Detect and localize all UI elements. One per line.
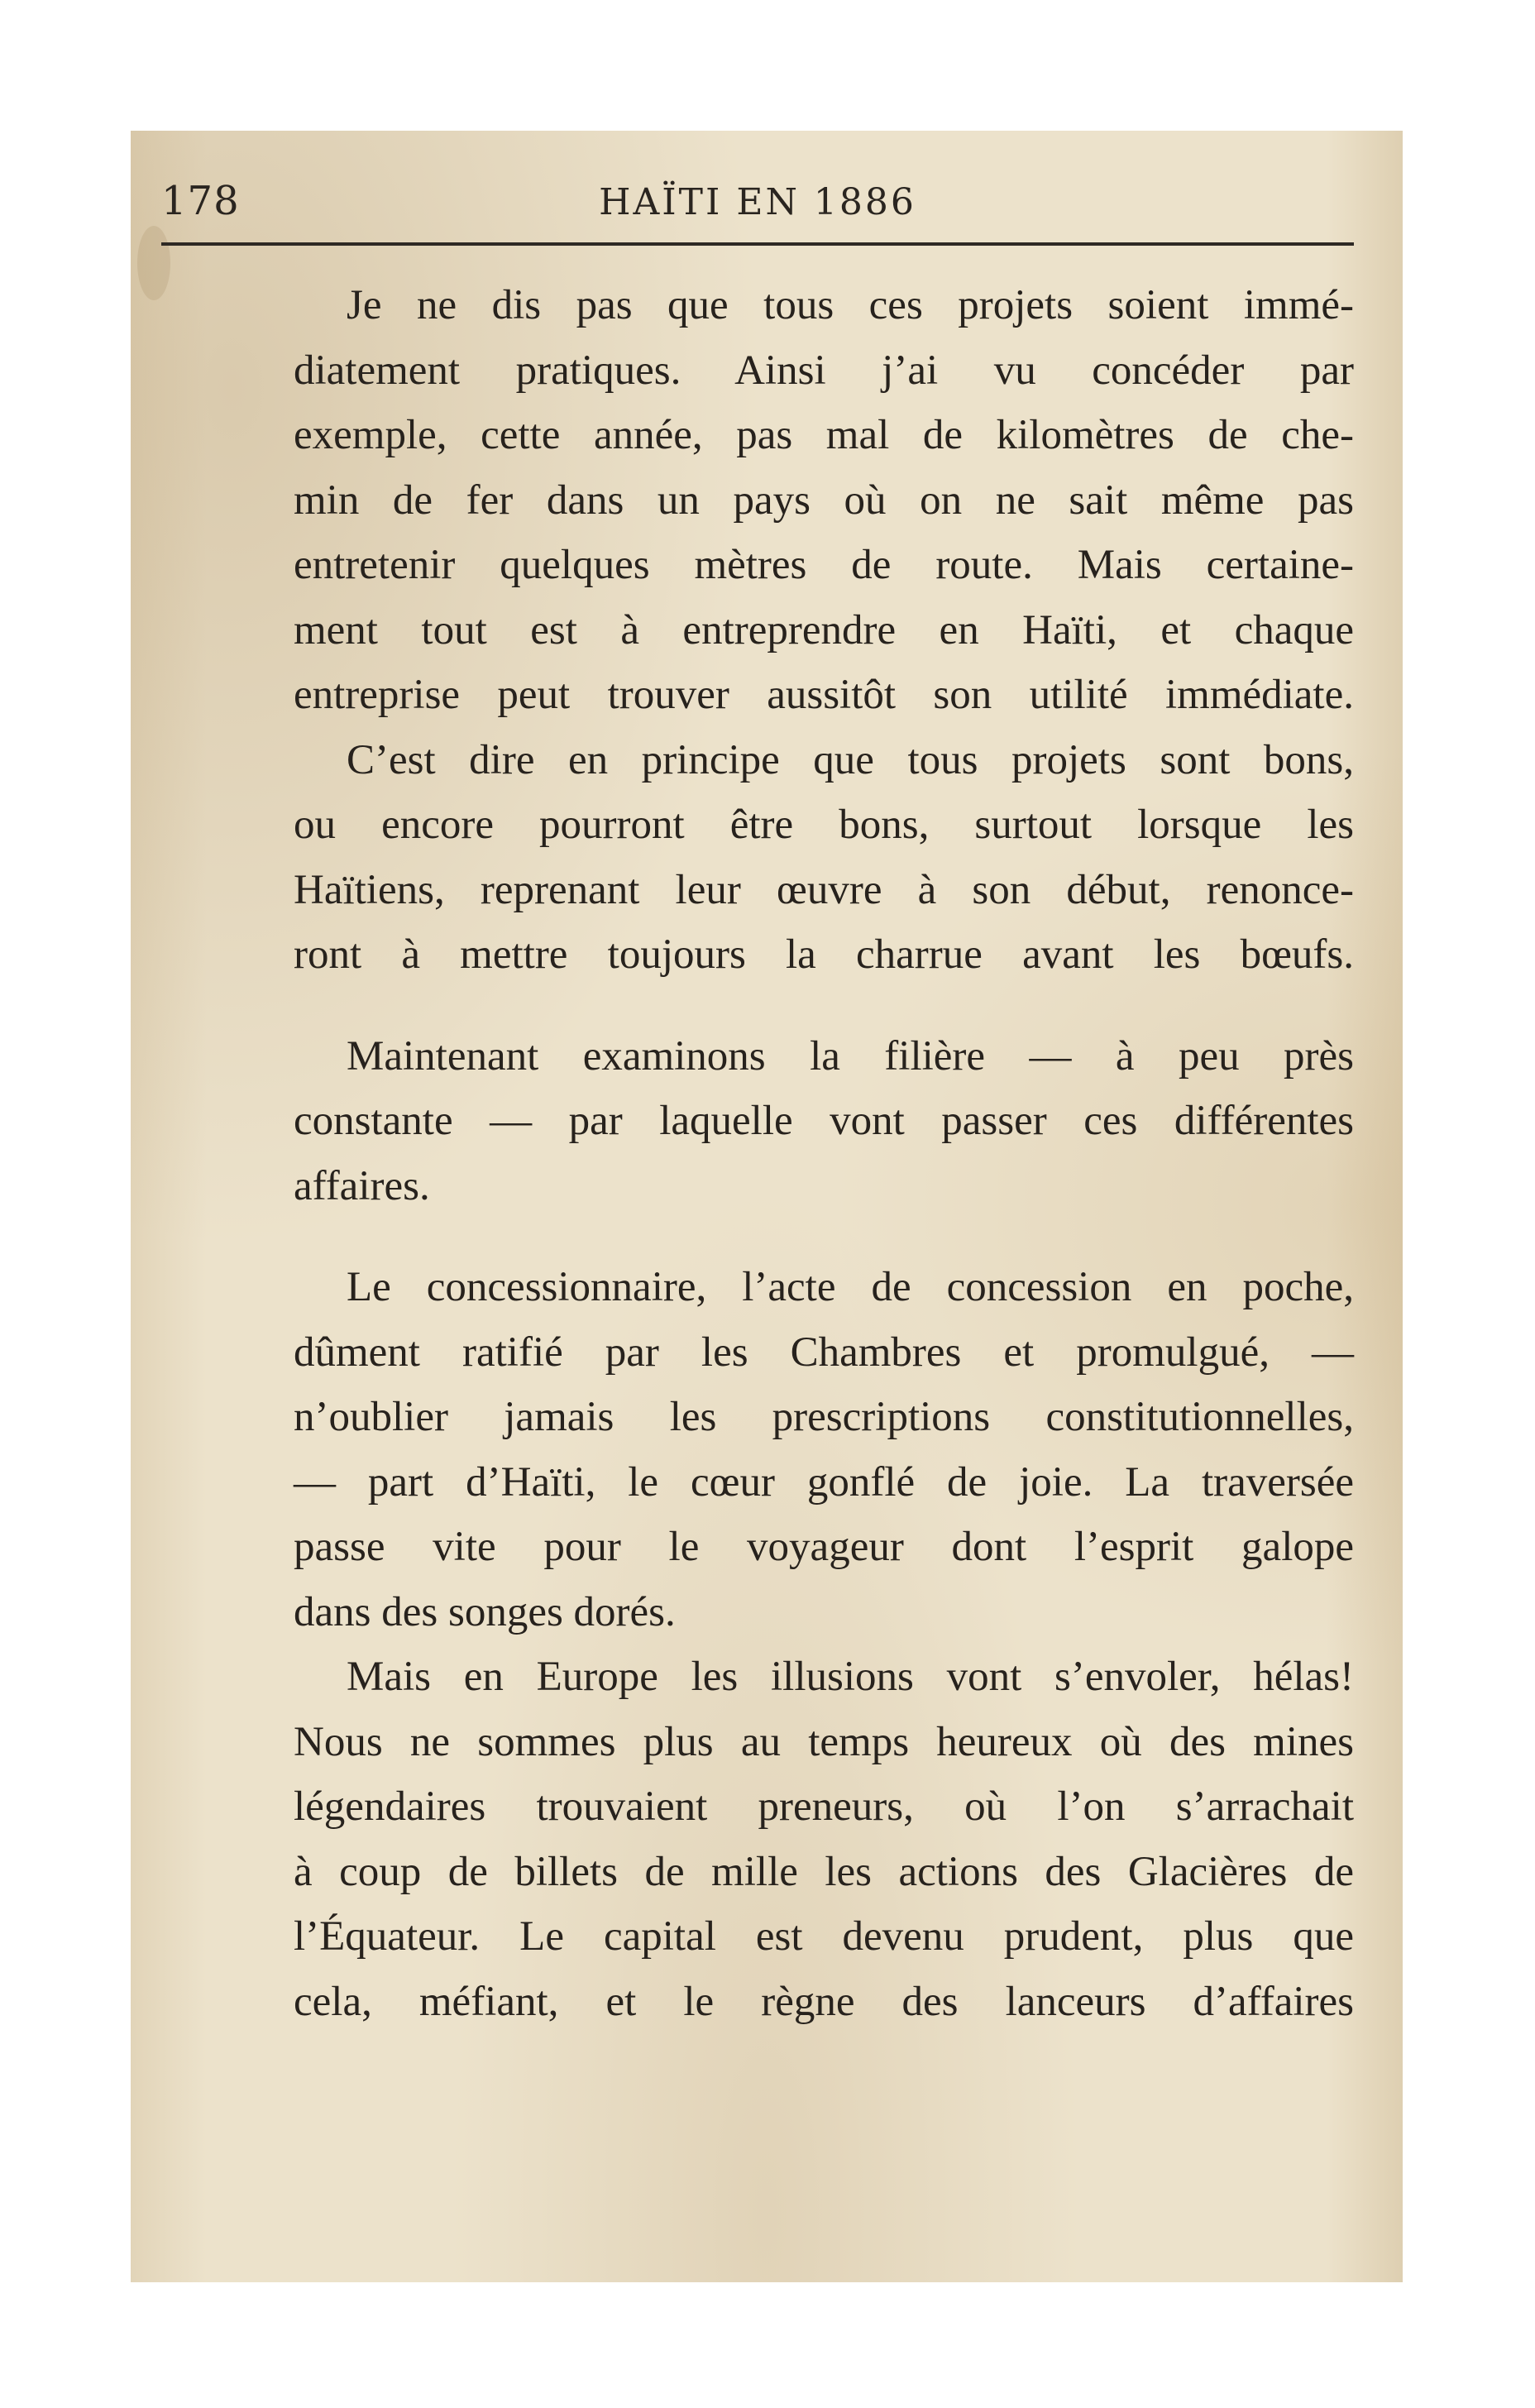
running-title: HAÏTI EN 1886 [599,181,916,223]
text-line: passe vite pour le voyageur dont l’esprit galope [294,1524,1354,1570]
text-line: cela, méfiant, et le règne des lanceurs d’affaires [294,1978,1354,2025]
text-line: ment tout est à entreprendre en Haïti, et chaque [294,606,1354,653]
text-line: Nous ne sommes plus au temps heureux où des mines [294,1718,1354,1765]
text-line: Haïtiens, reprenant leur œuvre à son début, renonce- [294,866,1354,913]
text-line: — part d’Haïti, le cœur gonflé de joie. La traversée [294,1458,1354,1506]
text-line: diatement pratiques. Ainsi j’ai vu concéder par [294,347,1354,394]
header-rule [161,242,1354,246]
text-line: C’est dire en principe que tous projets sont bons, [347,736,1354,783]
page-header [161,178,1354,244]
paragraph-gap [294,988,1354,1024]
paragraph [294,1255,1354,1644]
text-line: n’oublier jamais les prescriptions constitutionnelles, [294,1394,1354,1440]
body-text [294,273,1354,2034]
text-line: Maintenant examinons la filière — à peu près [347,1032,1354,1080]
text-line: Le concessionnaire, l’acte de concession en poche, [347,1264,1354,1310]
paragraph [294,1644,1354,2034]
text-line: ou encore pourront être bons, surtout lorsque les [294,802,1354,848]
paragraph [294,273,1354,728]
text-line: min de fer dans un pays où on ne sait même pas [294,476,1354,524]
text-line: dans des songes dorés. [294,1588,676,1635]
paragraph [294,1024,1354,1219]
text-line: exemple, cette année, pas mal de kilomètres de che- [294,412,1354,458]
text-line: l’Équateur. Le capital est devenu prudent, plus que [294,1913,1354,1960]
text-line: ront à mettre toujours la charrue avant les bœufs. [294,931,1354,978]
text-line: légendaires trouvaient preneurs, où l’on s’arrachait [294,1783,1354,1830]
text-line: Je ne dis pas que tous ces projets soient immé- [347,282,1354,328]
page-number: 178 [161,178,240,224]
text-line: entretenir quelques mètres de route. Mais certaine- [294,542,1354,588]
text-line: à coup de billets de mille les actions des Glacières de [294,1848,1354,1895]
text-line: Mais en Europe les illusions vont s’envoler, hélas! [347,1654,1354,1700]
text-line: constante — par laquelle vont passer ces différentes [294,1098,1354,1144]
paragraph [294,728,1354,988]
text-line: dûment ratifié par les Chambres et promulgué, — [294,1328,1354,1376]
paragraph-gap [294,1218,1354,1255]
text-line: affaires. [294,1162,430,1209]
text-line: entreprise peut trouver aussitôt son utilité immédiate. [294,672,1354,718]
